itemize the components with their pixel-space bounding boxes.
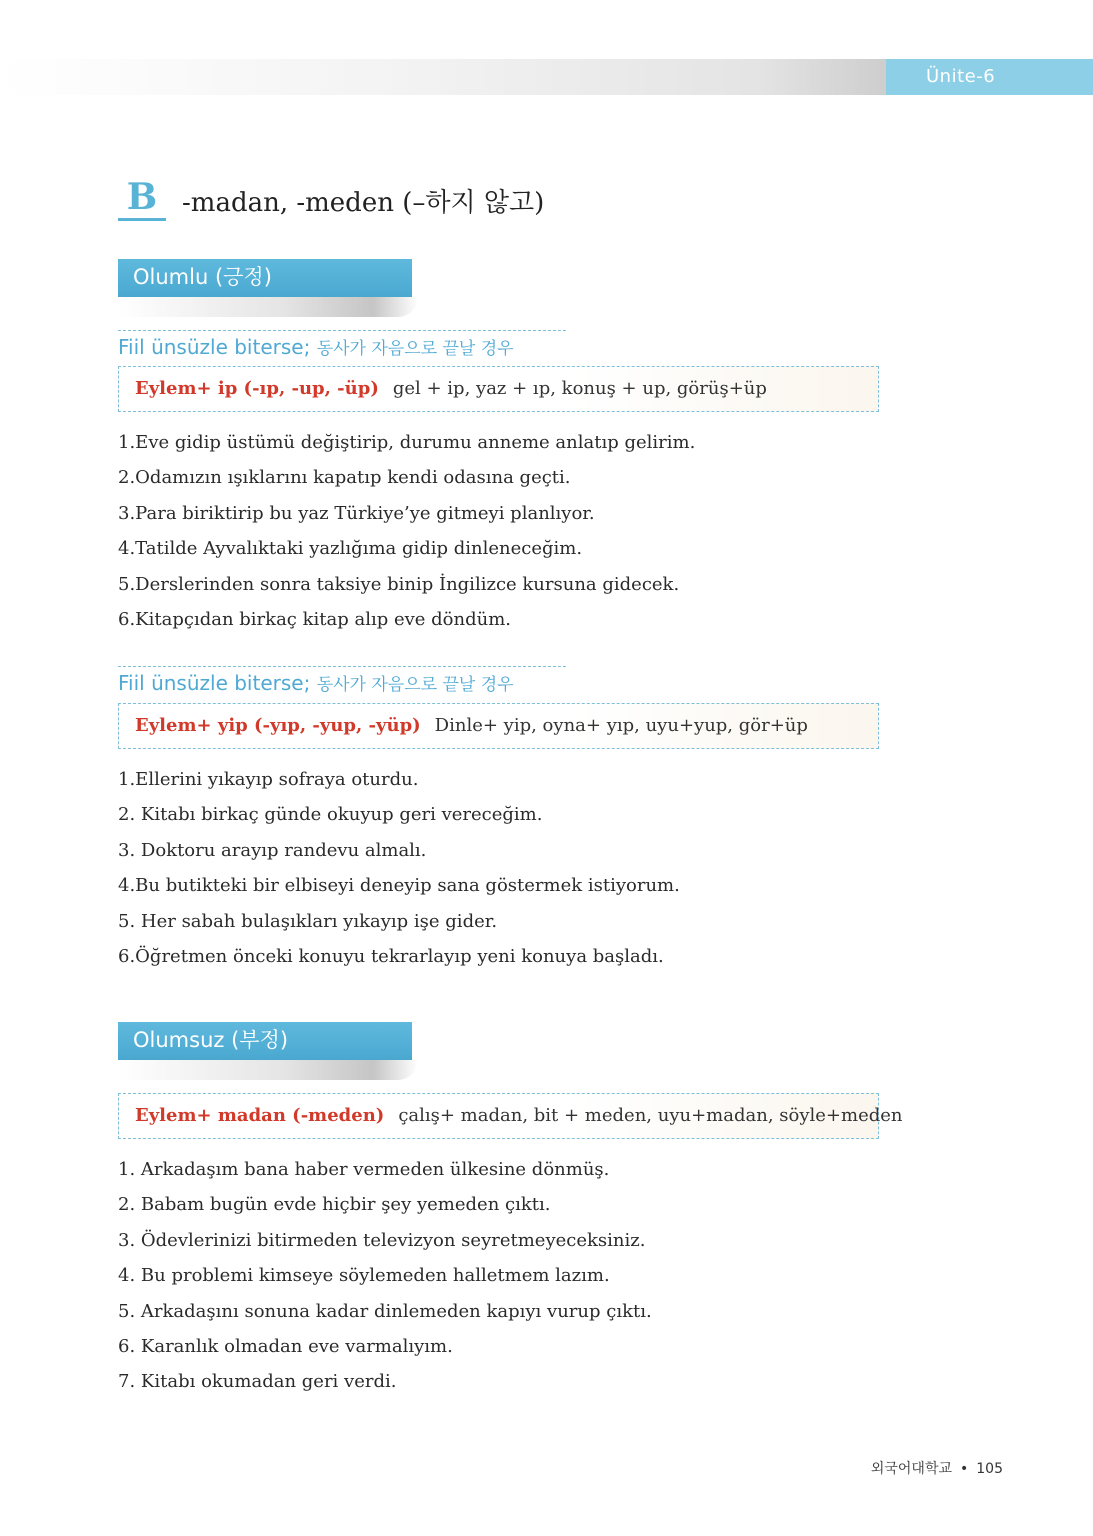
sentence: 5. Arkadaşını sonuna kadar dinlemeden kapıyı vurup çıktı.: [118, 1300, 652, 1322]
footer-separator: •: [960, 1461, 969, 1477]
section-title: -madan, -meden (–하지 않고): [182, 188, 545, 218]
formula-rule: Eylem+ yip (-yıp, -yup, -yüp): [135, 715, 421, 736]
sentence: 6. Karanlık olmadan eve varmalıyım.: [118, 1335, 453, 1357]
positive-heading-label: Olumlu (긍정): [118, 259, 412, 297]
sentence: 6.Öğretmen önceki konuyu tekrarlayıp yeni konuya başladı.: [118, 945, 664, 967]
sentence: 1.Ellerini yıkayıp sofraya oturdu.: [118, 769, 419, 790]
rule-label-tr: Fiil ünsüzle biterse;: [118, 335, 311, 359]
sentence-list: [118, 762, 680, 974]
formula-rule: Eylem+ ip (-ıp, -up, -üp): [135, 378, 379, 399]
formula-box: [118, 703, 879, 749]
sentence: 5.Derslerinden sonra taksiye binip İngilizce kursuna gidecek.: [118, 573, 680, 595]
sentence: 4.Tatilde Ayvalıktaki yazlığıma gidip dinleneceğim.: [118, 538, 583, 560]
sentence: 6.Kitapçıdan birkaç kitap alıp eve döndüm.: [118, 608, 512, 630]
sentence-list: [118, 425, 695, 637]
header-band: [0, 59, 890, 95]
publisher-name: 외국어대학교: [870, 1461, 952, 1477]
sentence: 1. Arkadaşım bana haber vermeden ülkesine dönmüş.: [118, 1159, 610, 1180]
unit-label: Ünite-6: [886, 59, 1093, 95]
formula-box: [118, 1093, 903, 1139]
section-letter: B: [118, 176, 166, 221]
formula-examples: gel + ip, yaz + ıp, konuş + up, görüş+üp: [392, 378, 767, 399]
sentence: 1.Eve gidip üstümü değiştirip, durumu anneme anlatıp gelirim.: [118, 432, 696, 453]
formula-rule: Eylem+ madan (-meden): [135, 1105, 385, 1126]
formula-examples: çalış+ madan, bit + meden, uyu+madan, söyle+meden: [398, 1105, 903, 1126]
heading-shadow: [118, 297, 418, 317]
rule-label-kr: 동사가 자음으로 끝날 경우: [316, 675, 514, 695]
sentence: 7. Kitabı okumadan geri verdi.: [118, 1371, 397, 1393]
sentence: 5. Her sabah bulaşıkları yıkayıp işe gider.: [118, 910, 498, 932]
page-footer: [871, 1458, 1003, 1478]
negative-heading: [118, 1022, 412, 1060]
formula-examples: Dinle+ yip, oyna+ yıp, uyu+yup, gör+üp: [434, 715, 808, 736]
heading-shadow: [118, 1060, 418, 1080]
formula-box: [118, 366, 879, 412]
negative-heading-label: Olumsuz (부정): [118, 1022, 412, 1060]
rule-label: [118, 330, 566, 359]
page-number: 105: [976, 1461, 1003, 1477]
sentence: 4. Bu problemi kimseye söylemeden halletmem lazım.: [118, 1265, 610, 1287]
positive-heading: [118, 259, 412, 297]
sentence: 2. Kitabı birkaç günde okuyup geri vereceğim.: [118, 804, 543, 826]
rule-label: [118, 666, 566, 695]
sentence: 3. Doktoru arayıp randevu almalı.: [118, 839, 427, 861]
sentence: 4.Bu butikteki bir elbiseyi deneyip sana göstermek istiyorum.: [118, 875, 680, 897]
sentence: 2.Odamızın ışıklarını kapatıp kendi odasına geçti.: [118, 467, 571, 489]
rule-label-kr: 동사가 자음으로 끝날 경우: [316, 339, 514, 359]
sentence: 3.Para biriktirip bu yaz Türkiye’ye gitmeyi planlıyor.: [118, 502, 595, 524]
sentence: 3. Ödevlerinizi bitirmeden televizyon seyretmeyeceksiniz.: [118, 1229, 646, 1251]
sentence-list: [118, 1152, 652, 1400]
rule-label-tr: Fiil ünsüzle biterse;: [118, 671, 311, 695]
sentence: 2. Babam bugün evde hiçbir şey yemeden çıktı.: [118, 1194, 551, 1216]
